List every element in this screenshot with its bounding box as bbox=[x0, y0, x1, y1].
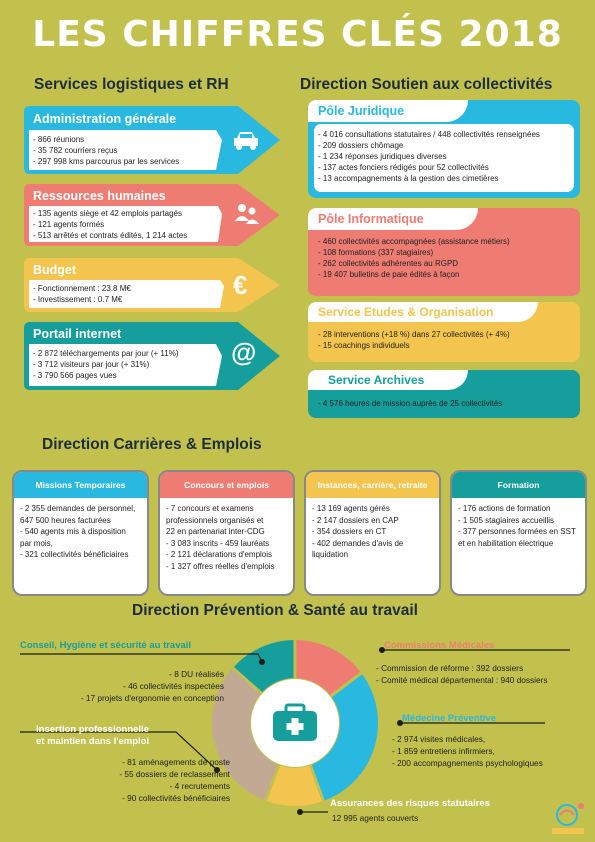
list-item: - 1 859 entretiens infirmiers, bbox=[392, 746, 495, 756]
card-line: par mois, bbox=[20, 538, 53, 548]
card-line: - 209 dossiers chômage bbox=[318, 141, 404, 150]
list-item: - 17 projets d'ergonomie en conception bbox=[80, 693, 224, 703]
card-line: - 3 790 566 pages vues bbox=[33, 371, 117, 380]
card-title: Formation bbox=[452, 472, 585, 498]
euro-icon: € bbox=[233, 270, 248, 300]
list-item: - 55 dossiers de reclassement bbox=[119, 769, 230, 779]
card-line: - 15 coachings individuels bbox=[318, 341, 410, 350]
label-assurances: Assurances des risques statutaires bbox=[330, 798, 490, 809]
list-item: - 90 collectivités bénéficiaires bbox=[122, 793, 230, 803]
list-item: - 8 DU réalisés bbox=[169, 669, 224, 679]
card-line: - 354 dossiers en CT bbox=[312, 527, 387, 536]
card-line: - 4 576 heures de mission auprès de 25 collectivités bbox=[318, 399, 503, 408]
card-title: Administration générale bbox=[33, 112, 177, 126]
card-line: - 1 505 stagiaires accueillis bbox=[458, 515, 555, 525]
card-line: - 35 782 courriers reçus bbox=[33, 146, 118, 155]
card-line: - 2 872 téléchargements par jour (+ 11%) bbox=[33, 349, 179, 358]
label-chsct: Conseil, Hygiène et sécurité au travail bbox=[20, 640, 192, 651]
list-item: - 200 accompagnements psychologiques bbox=[392, 758, 543, 768]
section-title-prevention: Direction Prévention & Santé au travail bbox=[132, 602, 418, 619]
card-line: - 866 réunions bbox=[33, 135, 85, 144]
section-title-carrieres: Direction Carrières & Emplois bbox=[42, 436, 262, 453]
card-line: - 460 collectivités accompagnées (assistance métiers) bbox=[318, 237, 510, 246]
list-item: - Commission de réforme : 392 dossiers bbox=[376, 663, 524, 673]
list-item: - 46 collectivités inspectées bbox=[123, 681, 224, 691]
card-title: Pôle Informatique bbox=[308, 208, 478, 230]
card-line: - 108 formations (337 stagiaires) bbox=[318, 248, 434, 257]
card-line: - 13 accompagnements à la gestion des cimetières bbox=[318, 174, 499, 183]
card-line: - 2 121 déclarations d'emplois bbox=[166, 550, 273, 559]
card-line: - 135 agents siège et 42 emplois partagés bbox=[33, 209, 182, 218]
at-icon: @ bbox=[231, 337, 257, 367]
card-line: - Investissement : 0.7 M€ bbox=[33, 295, 123, 304]
card-line: - 540 agents mis à disposition bbox=[20, 527, 126, 536]
card-line: - 4 016 consultations statutaires / 448 collectivités renseignées bbox=[318, 130, 540, 139]
card-line: 22 en partenariat inter-CDG bbox=[166, 527, 265, 536]
card-line: - 297 998 kms parcourus par les services bbox=[33, 157, 180, 166]
card-title: Pôle Juridique bbox=[308, 100, 468, 122]
card-title: Missions Temporaires bbox=[14, 472, 147, 498]
card-line: - 321 collectivités bénéficiaires bbox=[20, 550, 129, 559]
card-title: Instances, carrière, retraite bbox=[306, 472, 439, 498]
list-item: - Comité médical départemental : 940 dossiers bbox=[376, 675, 548, 685]
card-line: professionnels organisés et bbox=[166, 515, 264, 525]
section-title-soutien: Direction Soutien aux collectivités bbox=[300, 76, 553, 93]
card-line: - 3 083 inscrits - 459 lauréats bbox=[166, 538, 270, 548]
list-chsct bbox=[40, 668, 224, 704]
card-title: Budget bbox=[33, 263, 77, 277]
list-medecine bbox=[392, 733, 543, 769]
card-line: - 121 agents formés bbox=[33, 220, 105, 229]
list-assurances bbox=[332, 812, 418, 824]
list-item: 12 995 agents couverts bbox=[332, 813, 419, 823]
card-title: Ressources humaines bbox=[33, 189, 166, 203]
list-item: - 81 aménagements de poste bbox=[122, 757, 230, 767]
cdg-logo-icon bbox=[548, 800, 588, 836]
card-line: - 176 actions de formation bbox=[458, 504, 551, 513]
card-line: - 13 169 agents gérés bbox=[312, 504, 390, 513]
card-line: - 1 327 offres réelles d'emplois bbox=[166, 561, 275, 571]
label-medecine: Médecine Préventive bbox=[402, 713, 496, 724]
card-line: - 402 demandes d'avis de bbox=[312, 538, 404, 548]
page-title: LES CHIFFRES CLÉS 2018 bbox=[32, 14, 563, 55]
card-line: - 19 407 bulletins de paie édités à façon bbox=[318, 270, 460, 279]
card-line: - Fonctionnement : 23.8 M€ bbox=[33, 284, 131, 293]
card-line: 647 500 heures facturées bbox=[20, 515, 111, 525]
card-line: - 262 collectivités adhérentes au RGPD bbox=[318, 259, 459, 268]
card-line: et en habilitation électrique bbox=[458, 538, 554, 548]
list-item: - 4 recrutements bbox=[169, 781, 230, 791]
list-item: - 2 974 visites médicales, bbox=[392, 734, 486, 744]
card-title: Portail internet bbox=[33, 327, 122, 341]
label-insertion-1: Insertion professionnelle bbox=[36, 724, 149, 735]
list-insertion bbox=[40, 756, 230, 804]
card-line: - 2 355 demandes de personnel, bbox=[20, 504, 136, 513]
card-line: - 3 712 visiteurs par jour (+ 31%) bbox=[33, 360, 150, 369]
card-title: Service Etudes & Organisation bbox=[308, 302, 538, 322]
card-line: - 28 interventions (+18 %) dans 27 collectivités (+ 4%) bbox=[318, 330, 510, 339]
card-line: - 7 concours et examens bbox=[166, 504, 254, 513]
card-line: - 513 arrêtés et contrats édités, 1 214 actes bbox=[33, 231, 188, 240]
card-line: - 1 234 réponses juridiques diverses bbox=[318, 152, 447, 161]
card-line: - 2 147 dossiers en CAP bbox=[312, 515, 399, 525]
card-title: Service Archives bbox=[308, 370, 468, 390]
card-title: Concours et emplois bbox=[160, 472, 293, 498]
list-commissions bbox=[376, 662, 548, 686]
card-line: - 137 actes fonciers rédigés pour 52 collectivités bbox=[318, 163, 489, 172]
section-title-rh: Services logistiques et RH bbox=[34, 76, 229, 93]
card-line: - 377 personnes formées en SST bbox=[458, 527, 576, 536]
card-line: liquidation bbox=[312, 550, 349, 559]
label-insertion-2: et maintien dans l'emploi bbox=[36, 736, 150, 747]
label-commissions: Commissions Médicales bbox=[384, 640, 495, 651]
